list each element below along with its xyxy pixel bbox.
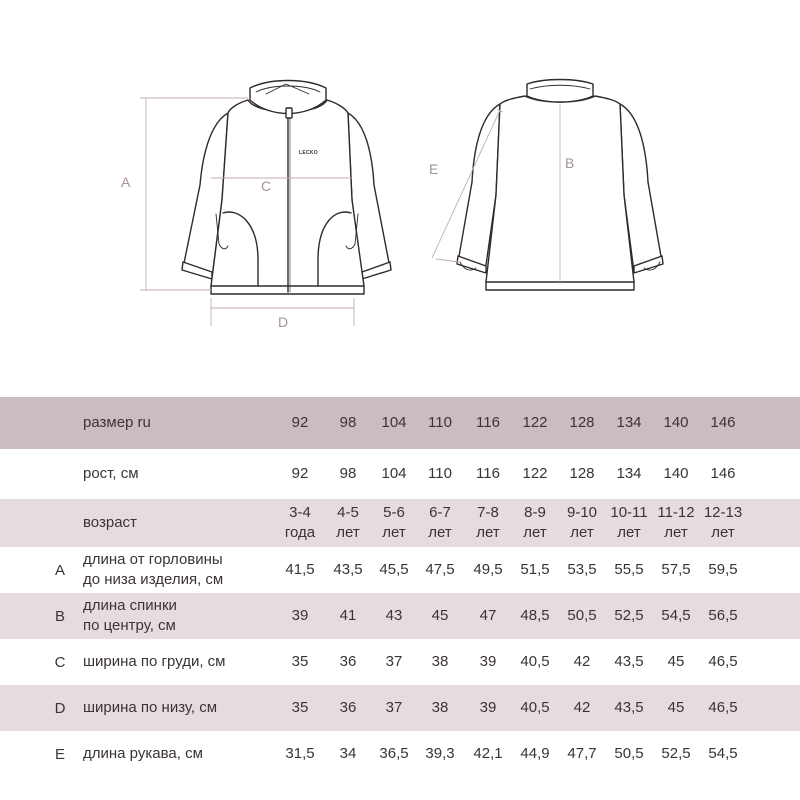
- measure-value: 36: [339, 653, 357, 670]
- brand-logo: LECKO: [299, 150, 318, 156]
- age-value: 8-9 лет: [523, 504, 547, 541]
- measure-value: 40,5: [520, 653, 550, 670]
- measure-value: 38: [431, 699, 449, 716]
- measure-letter: A: [54, 561, 65, 579]
- measure-value: 47: [479, 607, 497, 624]
- table-row-age: [0, 499, 800, 547]
- measure-value: 35: [291, 699, 309, 716]
- age-value: 4-5 лет: [336, 504, 360, 541]
- measure-value: 47,5: [425, 561, 455, 578]
- row-label: ширина по низу, см: [83, 699, 218, 716]
- height-value: 98: [339, 465, 357, 482]
- row-label: длина от горловины до низа изделия, см: [83, 551, 224, 588]
- measure-value: 54,5: [661, 607, 691, 624]
- height-value: 92: [291, 465, 309, 482]
- jacket-illustration: [0, 0, 800, 390]
- table-row-b: [0, 593, 800, 639]
- measure-value: 52,5: [661, 745, 691, 762]
- height-value: 104: [381, 465, 407, 482]
- measure-letter: B: [54, 607, 65, 625]
- measure-value: 48,5: [520, 607, 550, 624]
- row-label: длина рукава, см: [83, 745, 203, 762]
- age-value: 7-8 лет: [476, 504, 500, 541]
- measure-value: 43: [385, 607, 403, 624]
- height-value: 134: [616, 465, 642, 482]
- measure-value: 54,5: [708, 745, 738, 762]
- measure-value: 39: [479, 699, 497, 716]
- row-label: ширина по груди, см: [83, 653, 226, 670]
- measure-value: 52,5: [614, 607, 644, 624]
- measure-value: 42: [573, 653, 591, 670]
- measure-label-b: B: [565, 155, 575, 171]
- measure-value: 49,5: [473, 561, 503, 578]
- age-value: 5-6 лет: [382, 504, 406, 541]
- measure-value: 41: [339, 607, 357, 624]
- measure-value: 45: [667, 699, 685, 716]
- measure-value: 51,5: [520, 561, 550, 578]
- height-value: 110: [428, 465, 452, 482]
- size-header-label: размер ru: [83, 414, 151, 431]
- measure-value: 45: [431, 607, 449, 624]
- measure-value: 56,5: [708, 607, 738, 624]
- measure-value: 43,5: [333, 561, 363, 578]
- height-value: 116: [476, 465, 500, 482]
- measure-label-a: A: [121, 174, 131, 190]
- measure-value: 39: [479, 653, 497, 670]
- row-label: рост, см: [83, 465, 139, 482]
- table-row-d: [0, 685, 800, 731]
- size-value: 110: [428, 414, 452, 431]
- measure-letter: D: [54, 699, 66, 717]
- measure-value: 31,5: [285, 745, 315, 762]
- measure-value: 41,5: [285, 561, 315, 578]
- measure-value: 59,5: [708, 561, 738, 578]
- measure-value: 37: [385, 699, 403, 716]
- size-value: 98: [339, 414, 357, 431]
- height-value: 140: [663, 465, 689, 482]
- measure-value: 57,5: [661, 561, 691, 578]
- size-value: 116: [476, 414, 500, 431]
- size-value: 104: [381, 414, 407, 431]
- measure-letter: C: [54, 653, 66, 671]
- measure-value: 47,7: [567, 745, 597, 762]
- measure-value: 35: [291, 653, 309, 670]
- measure-value: 43,5: [614, 653, 644, 670]
- age-value: 12-13 лет: [703, 504, 743, 541]
- table-row-c: [0, 639, 800, 685]
- measure-value: 40,5: [520, 699, 550, 716]
- measure-label-d: D: [278, 314, 289, 330]
- measure-value: 38: [431, 653, 449, 670]
- age-value: 3-4 года: [284, 504, 316, 541]
- size-value: 134: [616, 414, 642, 431]
- measure-value: 42: [573, 699, 591, 716]
- measure-label-c: C: [261, 178, 272, 194]
- table-row-a: [0, 547, 800, 593]
- measure-value: 50,5: [614, 745, 644, 762]
- age-value: 9-10 лет: [566, 504, 598, 541]
- table-row-height: [0, 449, 800, 499]
- measure-value: 46,5: [708, 699, 738, 716]
- measure-value: 39: [291, 607, 309, 624]
- table-row-e: [0, 731, 800, 777]
- age-value: 10-11 лет: [610, 504, 648, 541]
- measure-value: 36,5: [379, 745, 409, 762]
- age-value: 6-7 лет: [428, 504, 452, 541]
- measure-value: 46,5: [708, 653, 738, 670]
- size-value: 140: [663, 414, 689, 431]
- measure-value: 55,5: [614, 561, 644, 578]
- height-value: 122: [522, 465, 548, 482]
- measure-letter: E: [54, 745, 65, 763]
- jacket-front-drawing: [182, 81, 391, 295]
- table-header-row: [0, 397, 800, 449]
- measure-value: 39,3: [425, 745, 455, 762]
- age-value: 11-12 лет: [657, 504, 695, 541]
- measure-value: 50,5: [567, 607, 597, 624]
- measure-label-e: E: [429, 161, 439, 177]
- row-label: возраст: [83, 514, 137, 531]
- measure-value: 45: [667, 653, 685, 670]
- measure-value: 36: [339, 699, 357, 716]
- size-value: 122: [522, 414, 548, 431]
- measure-value: 37: [385, 653, 403, 670]
- measure-value: 43,5: [614, 699, 644, 716]
- size-value: 128: [569, 414, 595, 431]
- measure-value: 42,1: [473, 745, 503, 762]
- measure-value: 45,5: [379, 561, 409, 578]
- size-value: 146: [710, 414, 736, 431]
- size-value: 92: [291, 414, 309, 431]
- height-value: 146: [710, 465, 736, 482]
- measure-value: 34: [339, 745, 357, 762]
- row-label: длина спинки по центру, см: [83, 597, 177, 634]
- measure-value: 44,9: [520, 745, 550, 762]
- height-value: 128: [569, 465, 595, 482]
- measure-value: 53,5: [567, 561, 597, 578]
